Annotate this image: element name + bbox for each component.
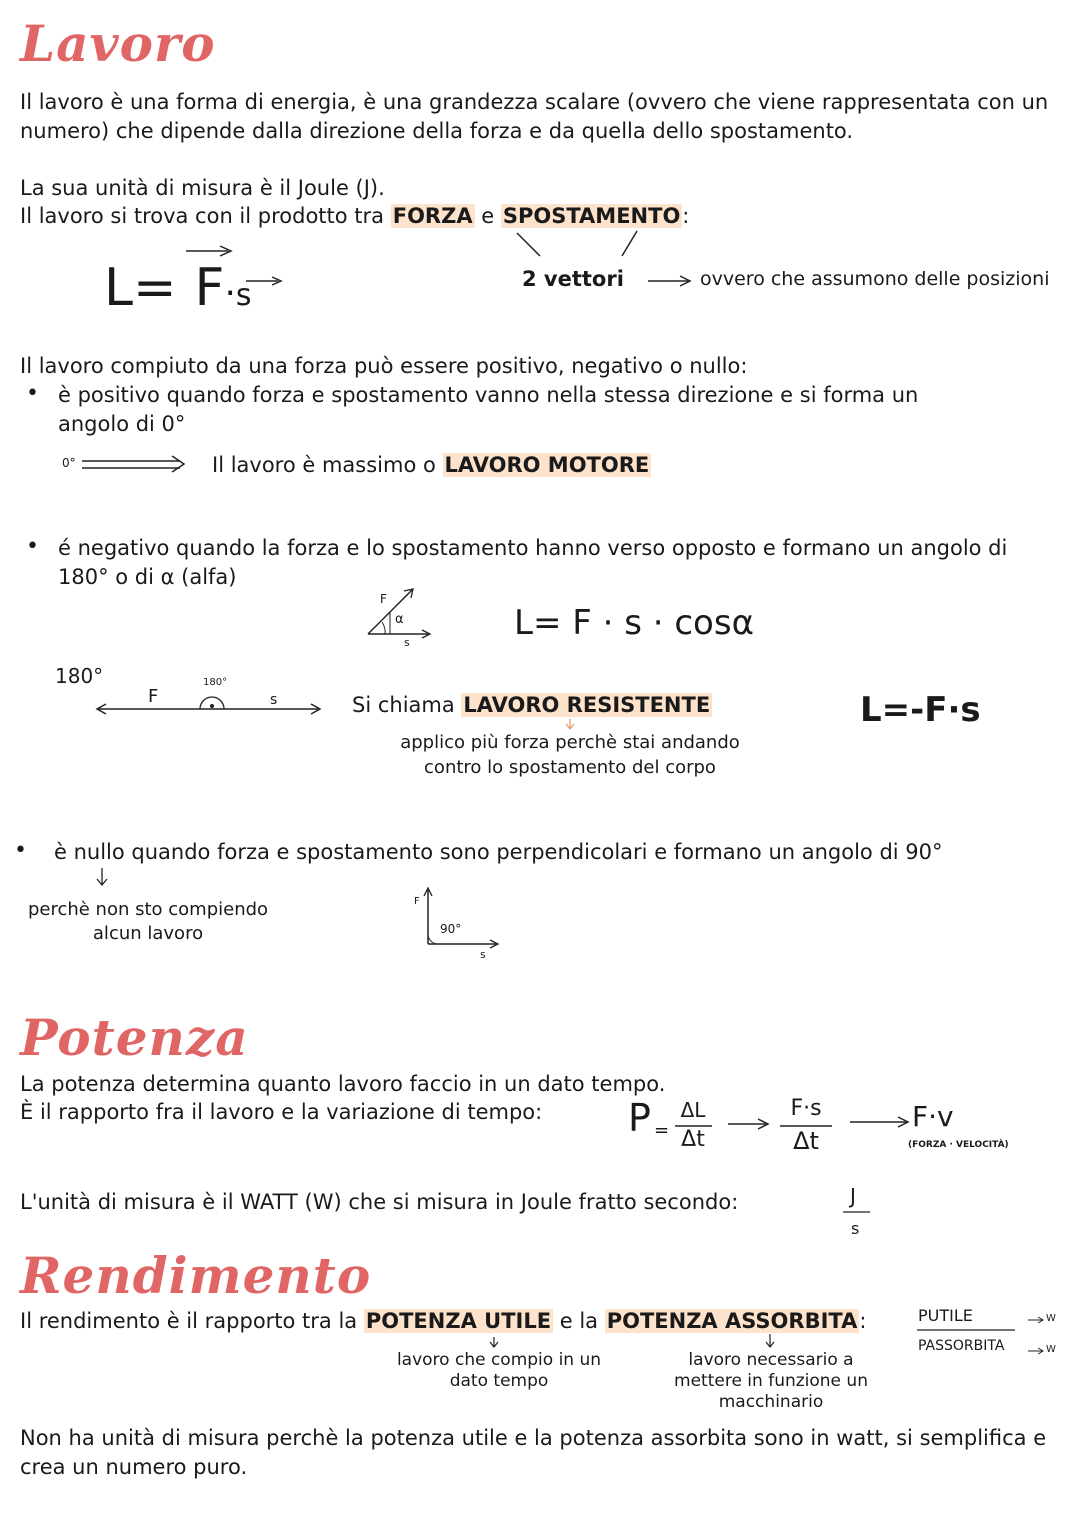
e-la-text: e la xyxy=(553,1309,605,1333)
resistente-text: Si chiama xyxy=(352,693,462,717)
colon-text: : xyxy=(682,204,690,228)
resistente-note: applico più forza perchè stai andando contro lo spostamento del corpo xyxy=(400,732,740,778)
rendimento-heading: Rendimento xyxy=(20,1246,372,1305)
lavoro-heading: Lavoro xyxy=(20,14,216,73)
potenza-line-1: La potenza determina quanto lavoro faccio in un dato tempo. xyxy=(20,1072,666,1096)
assorbita-highlight: POTENZA ASSORBITA xyxy=(606,1309,858,1333)
power-P: P xyxy=(628,1096,651,1140)
frac-assorbita: PASSORBITA xyxy=(918,1338,1005,1354)
bullet-negative: • xyxy=(26,534,39,559)
power-num-1: ΔL xyxy=(680,1098,706,1122)
watt-1: W xyxy=(1046,1313,1056,1324)
sign-intro: Il lavoro compiuto da una forza può essere positivo, negativo o nullo: xyxy=(20,354,748,378)
neg-s: s xyxy=(270,692,278,708)
alpha-diagram-alpha: α xyxy=(395,612,404,627)
vettori-note: ovvero che assumono delle posizioni xyxy=(700,268,1050,290)
rendimento-text: Il rendimento è il rapporto tra la xyxy=(20,1309,364,1333)
lavoro-intro-2: La sua unità di misura è il Joule (J). xyxy=(20,176,385,200)
utile-highlight: POTENZA UTILE xyxy=(365,1309,552,1333)
negative-text: é negativo quando la forza e lo spostamento hanno verso opposto e formano un angolo di 180° o di α (alfa) xyxy=(58,536,1008,589)
alpha-diagram-F: F xyxy=(380,592,387,606)
power-eq: = xyxy=(654,1120,670,1141)
and-text: e xyxy=(474,204,501,228)
power-den-2: Δt xyxy=(793,1127,819,1155)
potenza-heading: Potenza xyxy=(20,1008,249,1067)
perp-F: F xyxy=(414,896,420,907)
power-den-1: Δt xyxy=(681,1127,705,1152)
power-num-2: F·s xyxy=(790,1096,822,1121)
bullet-null: • xyxy=(14,838,27,863)
motore-line xyxy=(212,451,651,480)
formula-negative: L=-F·s xyxy=(860,690,981,730)
resistente-line xyxy=(352,691,712,720)
deg-180-small: 180° xyxy=(203,677,228,688)
formula-F: F xyxy=(194,258,225,318)
zero-deg-label: 0° xyxy=(62,456,76,470)
potenza-line-2: È il rapporto fra il lavoro e la variazione di tempo: xyxy=(20,1100,543,1124)
alpha-diagram-s: s xyxy=(404,636,410,649)
formula-L: L= xyxy=(104,258,177,318)
lavoro-intro-3-text: Il lavoro si trova con il prodotto tra xyxy=(20,204,391,228)
assorbita-note: lavoro necessario a mettere in funzione un macchinario xyxy=(674,1350,868,1412)
utile-note: lavoro che compio in un dato tempo xyxy=(396,1350,602,1391)
positive-text: è positivo quando forza e spostamento vanno nella stessa direzione e si forma un angolo di 0° xyxy=(58,383,919,436)
perp-s: s xyxy=(480,948,486,961)
unit-num-J: J xyxy=(850,1184,856,1208)
rendimento-colon: : xyxy=(859,1309,867,1333)
motore-highlight: LAVORO MOTORE xyxy=(444,453,650,477)
rendimento-line xyxy=(20,1307,866,1336)
unit-den-s: s xyxy=(851,1219,860,1238)
formula-work xyxy=(104,258,252,326)
null-text: è nullo quando forza e spostamento sono perpendicolari e formano un angolo di 90° xyxy=(54,840,943,864)
lavoro-intro-1: Il lavoro è una forma di energia, è una grandezza scalare (ovvero che viene rappresentata con un numero) che dipende dalla direzione della forza e da quella dello spostamento. xyxy=(20,90,1049,143)
deg-90-label: 90° xyxy=(440,922,462,936)
spostamento-highlight: SPOSTAMENTO xyxy=(502,204,681,228)
forza-highlight: FORZA xyxy=(392,204,473,228)
potenza-unit: L'unità di misura è il WATT (W) che si misura in Joule fratto secondo: xyxy=(20,1190,739,1214)
formula-s: s xyxy=(235,278,252,313)
vettori-label: 2 vettori xyxy=(522,267,624,291)
neg-F: F xyxy=(148,686,159,707)
bullet-positive: • xyxy=(26,381,39,406)
power-fv: F·v xyxy=(912,1100,954,1133)
resistente-highlight: LAVORO RESISTENTE xyxy=(463,693,711,717)
power-fv-note: (FORZA · VELOCITÀ) xyxy=(908,1140,1009,1150)
deg-180-label: 180° xyxy=(55,664,104,688)
formula-dot: · xyxy=(224,273,236,314)
formula-cos: L= F · s · cosα xyxy=(514,603,754,643)
watt-2: W xyxy=(1046,1344,1056,1355)
frac-utile: PUTILE xyxy=(918,1306,973,1325)
motore-text: Il lavoro è massimo o xyxy=(212,453,443,477)
null-note: perchè non sto compiendo alcun lavoro xyxy=(27,899,269,944)
rendimento-conclusion: Non ha unità di misura perchè la potenza utile e la potenza assorbita sono in watt, si semplifica e crea un numero puro. xyxy=(20,1426,1047,1479)
